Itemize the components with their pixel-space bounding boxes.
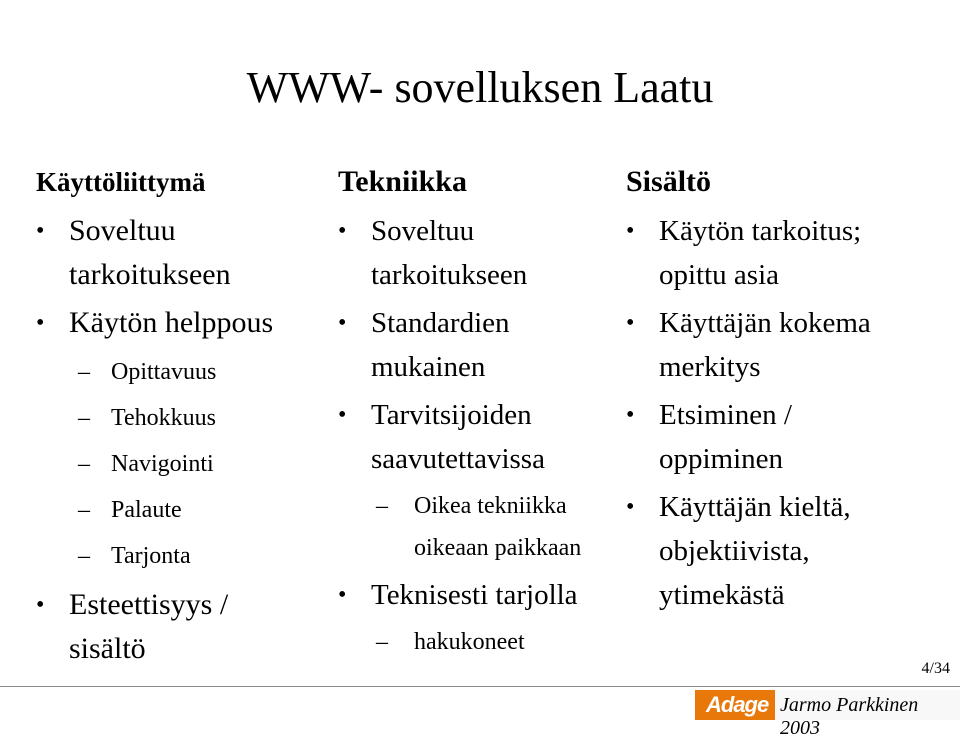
sub-list-item: – Navigointi [36,441,336,487]
dash-icon: – [78,497,90,523]
list-item: • Esteettisyys / sisältö [36,583,336,671]
list-item: • Käytön tarkoitus; opittu asia [626,209,956,297]
footer-divider [0,686,960,687]
sub-list-item: – Tarjonta [36,533,336,579]
dash-icon: – [78,359,90,385]
dash-icon: – [78,451,90,477]
sub-list-item: – hakukoneet [338,621,638,663]
sub-list-item: – Opittavuus [36,349,336,395]
list-item: • Käyttäjän kieltä, objektiivista, ytimekästä [626,485,956,617]
list-item: • Tarvitsijoiden saavutettavissa [338,393,638,481]
bullet-icon: • [338,582,347,608]
column-kayttoliittyma [36,163,336,675]
sub-list-item: – Palaute [36,487,336,533]
bullet-list [626,209,956,617]
bullet-icon: • [338,310,347,336]
bullet-list [338,209,638,663]
column-heading: Käyttöliittymä [36,167,206,197]
dash-icon: – [78,543,90,569]
dash-icon: – [78,405,90,431]
author-credit: Jarmo Parkkinen 2003 [780,694,919,739]
column-sisalto [626,163,956,621]
bullet-list [36,209,336,671]
dash-icon: – [376,493,388,519]
bullet-icon: • [36,592,45,618]
list-item: • Teknisesti tarjolla [338,573,638,617]
list-item: • Käytön helppous [36,301,336,345]
bullet-icon: • [626,218,635,244]
list-item: • Etsiminen / oppiminen [626,393,956,481]
list-item: • Käyttäjän kokema merkitys [626,301,956,389]
list-item: • Standardien mukainen [338,301,638,389]
bullet-icon: • [338,402,347,428]
column-heading: Sisältö [626,165,712,198]
bullet-icon: • [626,494,635,520]
bullet-icon: • [36,218,45,244]
slide-title: WWW- sovelluksen Laatu [246,63,714,112]
dash-icon: – [376,629,388,655]
bullet-icon: • [338,218,347,244]
list-item: • Soveltuu tarkoitukseen [36,209,336,297]
adage-logo: Adage [706,692,769,717]
list-item: • Soveltuu tarkoitukseen [338,209,638,297]
sub-list-item: – Oikea tekniikka oikeaan paikkaan [338,485,638,569]
column-tekniikka [338,163,638,663]
sub-list-item: – Tehokkuus [36,395,336,441]
bullet-icon: • [626,310,635,336]
page-number: 4/34 [921,660,950,677]
column-heading: Tekniikka [338,165,467,198]
bullet-icon: • [626,402,635,428]
bullet-icon: • [36,310,45,336]
